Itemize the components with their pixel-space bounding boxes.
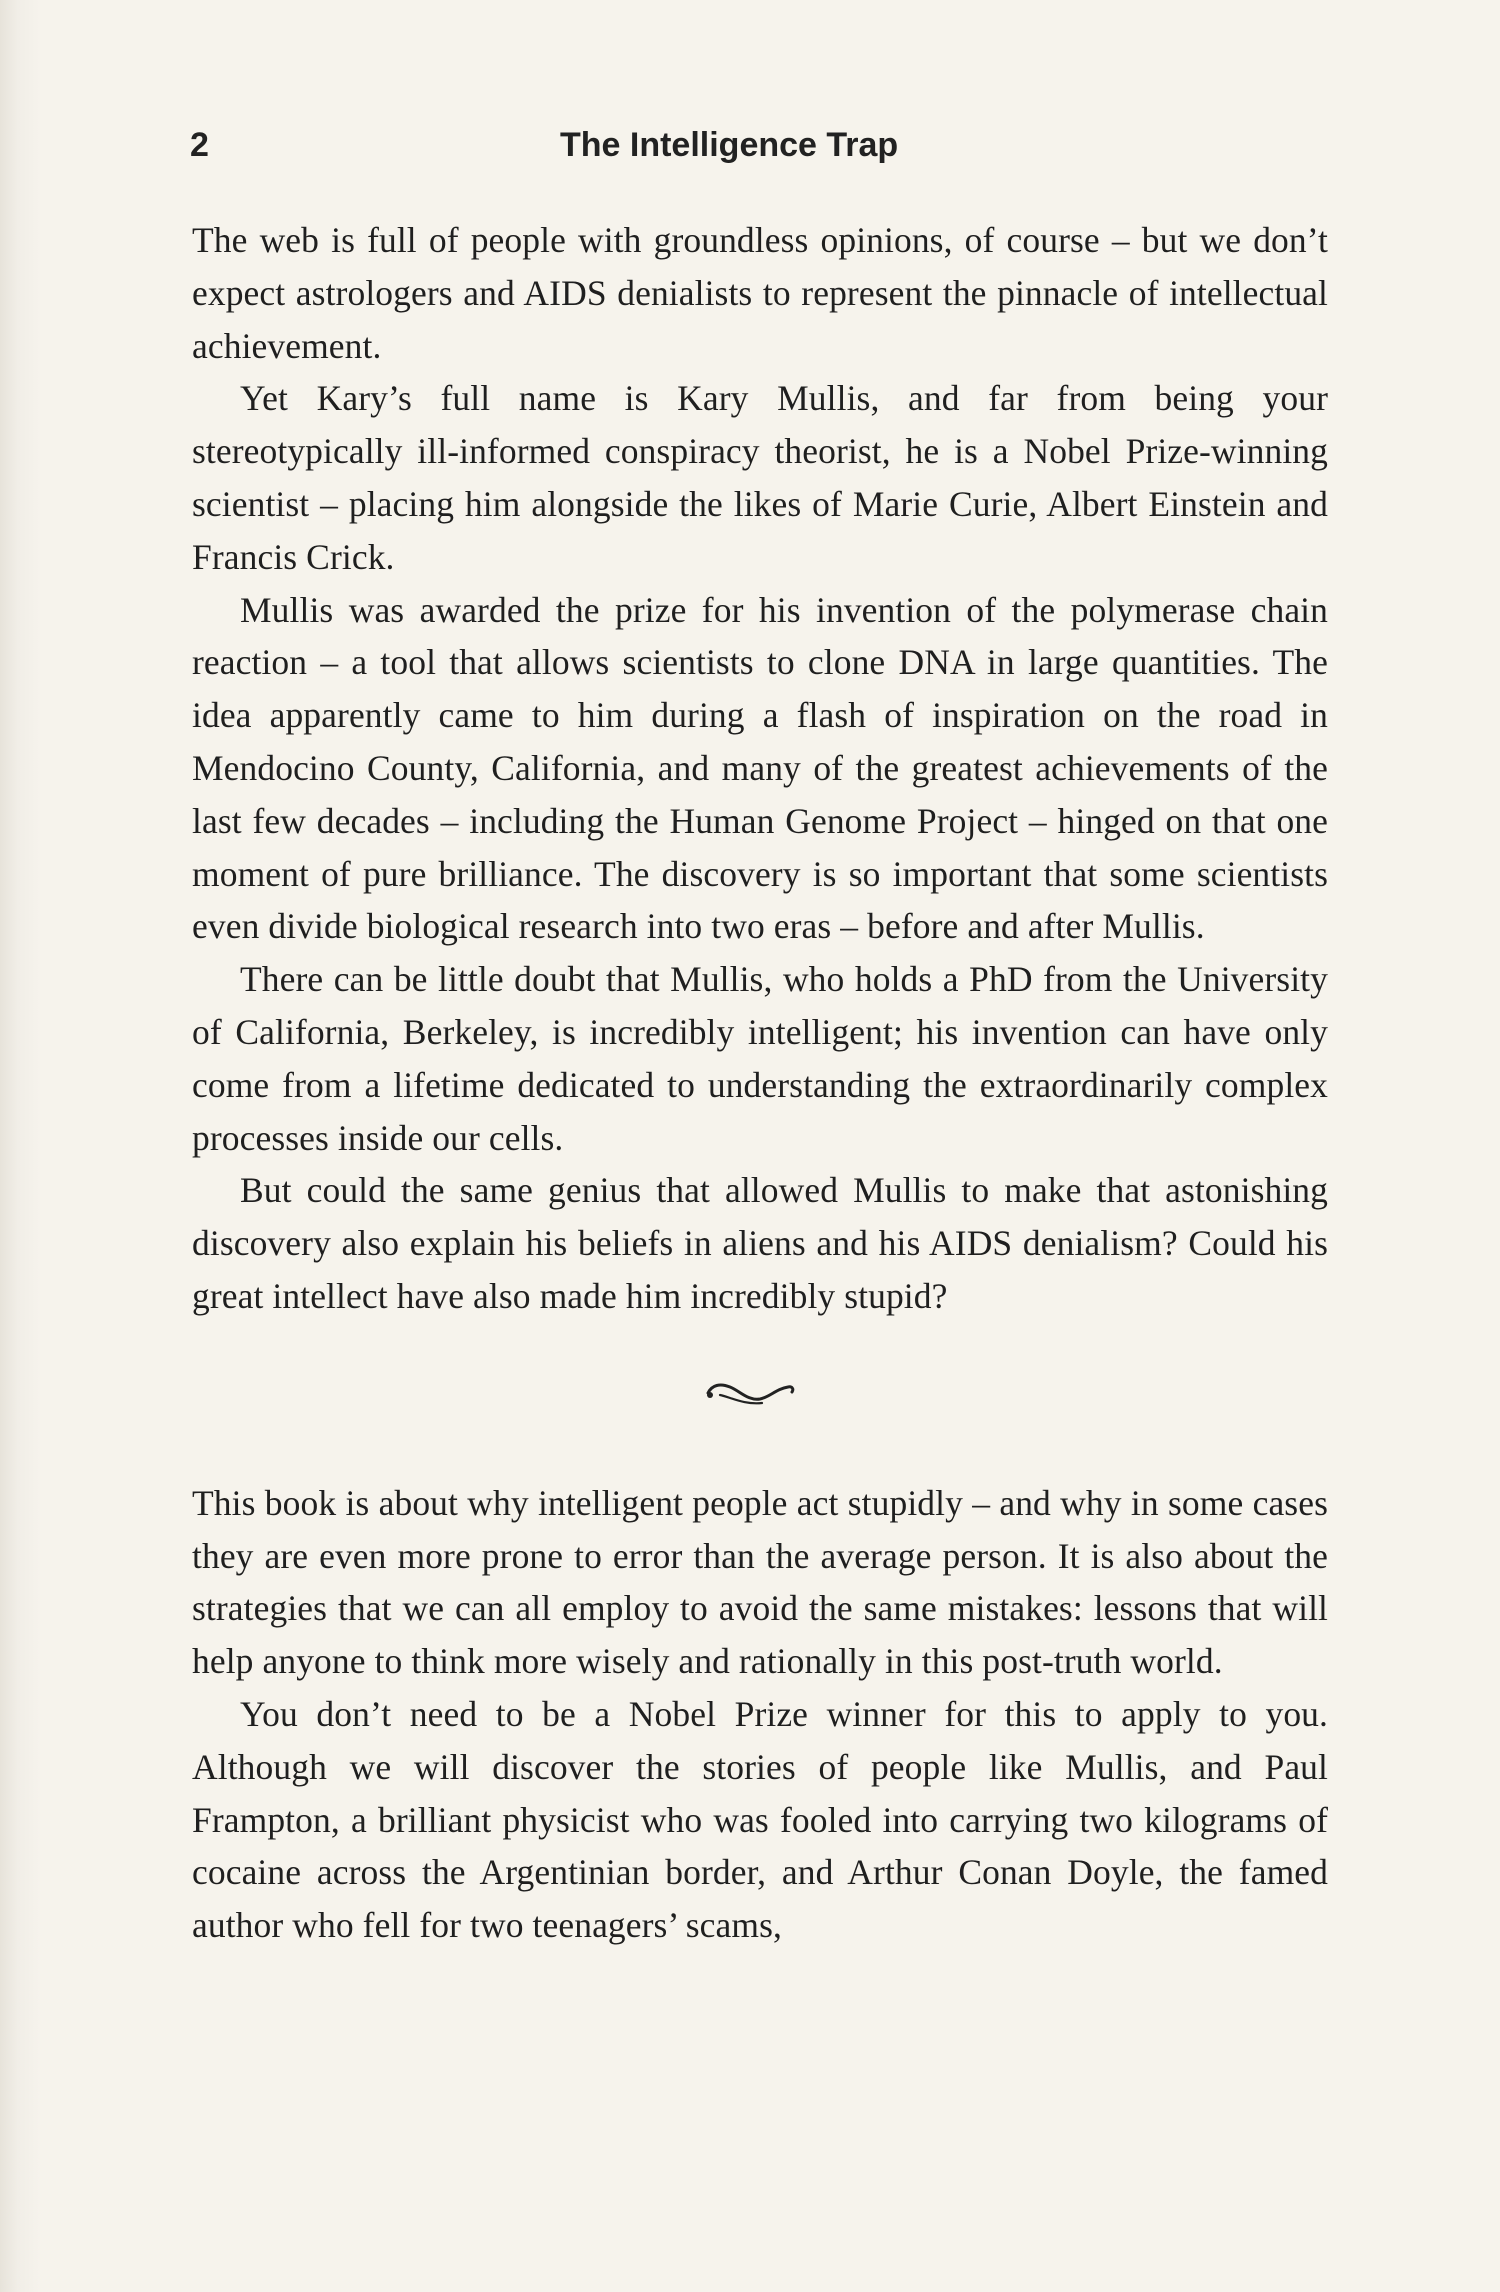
section-break xyxy=(192,1323,1328,1477)
running-header xyxy=(0,120,1500,170)
paragraph-2: Yet Kary’s full name is Kary Mullis, and far from being your stereotypically ill-informed conspiracy theorist, he is a Nobel Prize-winning scientist – placing him alongside the likes of Marie Curie, Albert Einstein and Francis Crick. xyxy=(192,378,1328,577)
running-title: The Intelligence Trap xyxy=(560,126,899,164)
body-text xyxy=(192,214,1328,1952)
paragraph-3: Mullis was awarded the prize for his invention of the polymerase chain reaction – a tool that allows scientists to clone DNA in large quantities. The idea apparently came to him during a flash of inspiration on the road in Mendocino County, California, and many of the greatest achievements of the last few decades – including the Human Genome Project – hinged on that one moment of pure brilliance. The discovery is so important that some scientists even divide biological research into two eras – before and after Mullis. xyxy=(192,589,1328,947)
swash-ornament-icon xyxy=(702,1377,796,1409)
page-number: 2 xyxy=(190,126,209,164)
paragraph-7: You don’t need to be a Nobel Prize winner for this to apply to you. Although we will discover the stories of people like Mullis, and Paul Frampton, a brilliant physicist who was fooled into carrying two kilograms of cocaine across the Argentinian border, and Arthur Conan Doyle, the famed author who fell for two teenagers’ scams, xyxy=(192,1693,1328,1946)
paragraph-1: The web is full of people with groundless opinions, of course – but we don’t expect astrologers and AIDS denialists to represent the pinnacle of intellectual achievement. xyxy=(192,220,1328,366)
paragraph-4: There can be little doubt that Mullis, who holds a PhD from the University of California, Berkeley, is incredibly intelligent; his invention can have only come from a lifetime dedicated to understanding the extraordinarily complex processes inside our cells. xyxy=(192,959,1328,1158)
paragraph-5: But could the same genius that allowed Mullis to make that astonishing discovery also explain his beliefs in aliens and his AIDS denialism? Could his great intellect have also made him incredibly stupid? xyxy=(192,1170,1328,1316)
paragraph-6: This book is about why intelligent people act stupidly – and why in some cases they are even more prone to error than the average person. It is also about the strategies that we can all employ to avoid the same mistakes: lessons that will help anyone to think more wisely and rationally in this post-truth world. xyxy=(192,1482,1328,1682)
